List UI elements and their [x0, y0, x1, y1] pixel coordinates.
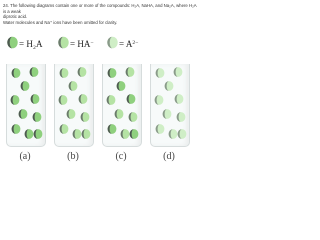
h2a-particle	[30, 67, 39, 77]
a2-symbol-icon	[106, 36, 119, 49]
h2a-particle	[12, 68, 21, 78]
a2-particle	[155, 95, 164, 105]
h2a-particle	[108, 68, 117, 78]
beaker-a-label: (a)	[19, 151, 31, 162]
h2a-particle	[19, 109, 28, 119]
h2a-particle	[127, 94, 136, 104]
ha-particle	[115, 109, 124, 119]
beaker-a	[6, 64, 46, 147]
a2-particle	[178, 129, 187, 139]
ha-particle	[79, 94, 88, 104]
legend-a2	[106, 36, 156, 50]
ha-particle	[78, 67, 87, 77]
h2a-particle	[25, 129, 34, 139]
a2-particle	[156, 124, 165, 134]
ha-particle	[121, 129, 130, 139]
ha-particle	[107, 95, 116, 105]
beaker-particles	[151, 64, 189, 146]
beaker-c-label: (c)	[115, 151, 127, 162]
ha-particle	[69, 81, 78, 91]
h2a-particle	[117, 81, 126, 91]
h2a-particle	[130, 129, 139, 139]
ha-particle	[81, 112, 90, 122]
h2a-particle	[21, 81, 30, 91]
a2-particle	[177, 112, 186, 122]
beaker-d	[150, 64, 190, 147]
a2-particle	[169, 129, 178, 139]
legend-a2-label: = $A^{2-}$	[119, 39, 139, 49]
ha-particle	[73, 129, 82, 139]
legend-ha-label: = HA−	[70, 39, 94, 49]
a2-particle	[163, 109, 172, 119]
beaker-particles	[55, 64, 93, 146]
h2a-particle	[33, 112, 42, 122]
h2a-particle	[31, 94, 40, 104]
ha-particle	[60, 68, 69, 78]
a2-particle	[175, 94, 184, 104]
h2a-particle	[12, 124, 21, 134]
h2a-particle	[11, 95, 20, 105]
beaker-d-label: (d)	[163, 151, 175, 162]
ha-particle	[67, 109, 76, 119]
legend-h2a	[6, 36, 56, 50]
ha-particle	[129, 112, 138, 122]
h2a-symbol-icon	[6, 36, 19, 49]
ha-particle	[60, 124, 69, 134]
h2a-particle	[108, 124, 117, 134]
ha-particle	[59, 95, 68, 105]
a2-particle	[165, 81, 174, 91]
beaker-c	[102, 64, 142, 147]
h2a-particle	[34, 129, 43, 139]
ha-symbol-icon	[57, 36, 70, 49]
ha-particle	[82, 129, 91, 139]
question-line-1: 24. The following diagrams contain one or more of the compounds: H₂A, NaHA, and Na₂A, where H₂A is a weak	[3, 3, 197, 14]
question-line-2: diprotic acid.	[3, 14, 28, 20]
legend-h2a-label: = H₂A	[19, 39, 43, 49]
a2-particle	[174, 67, 183, 77]
question-text	[3, 3, 197, 25]
beaker-particles	[7, 64, 45, 146]
a2-particle	[156, 68, 165, 78]
beaker-particles	[103, 64, 141, 146]
ha-particle	[126, 67, 135, 77]
beaker-b	[54, 64, 94, 147]
question-line-3: Water molecules and Na⁺ ions have been omitted for clarity.	[3, 19, 118, 25]
legend-ha	[57, 36, 107, 50]
beaker-b-label: (b)	[67, 151, 79, 162]
